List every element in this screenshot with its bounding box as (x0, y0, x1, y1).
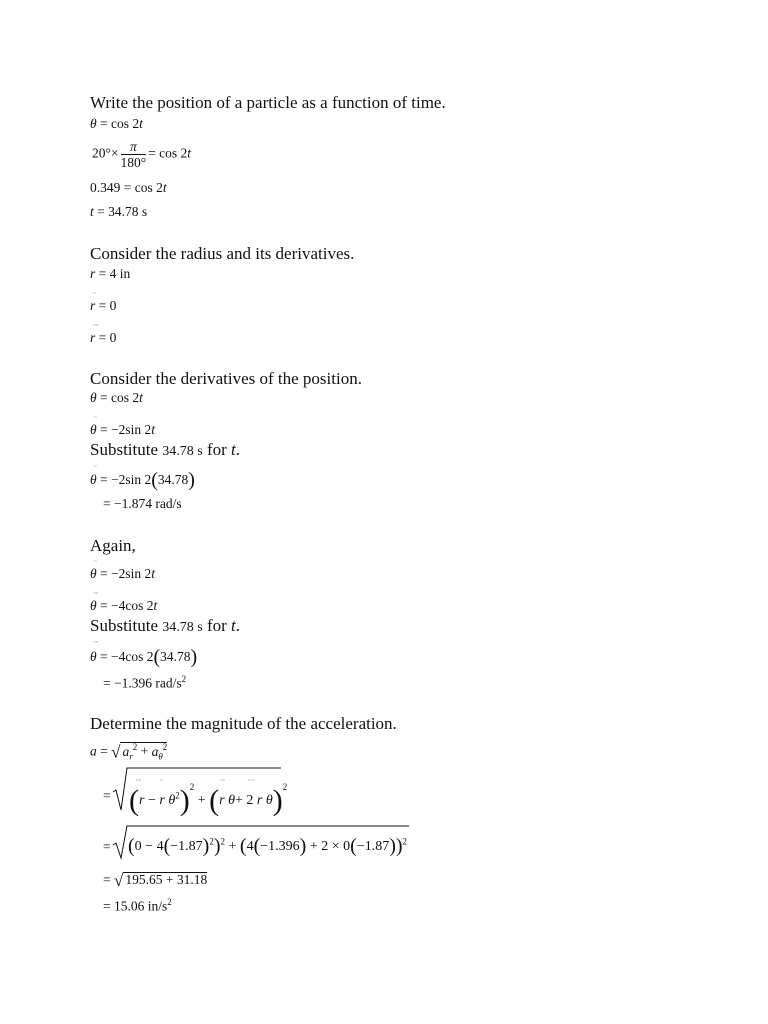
dot-marker: ▫ (94, 462, 97, 470)
eq-theta: θ = cos 2t (90, 116, 143, 131)
eq-degree-conversion: 20°× $\frac{\pi}{180^\circ}$ = cos 2t (92, 139, 192, 170)
eq-theta-ddot: θ = −4cos 2t (90, 598, 158, 613)
heading-magnitude: Determine the magnitude of the acceleration. (90, 714, 397, 733)
double-dot-marker: ▫▫ (93, 321, 98, 329)
heading-radius: Consider the radius and its derivatives. (90, 244, 355, 263)
dot-marker: ▫ (160, 776, 163, 784)
eq-theta-dot-2: θ = −2sin 2t (90, 566, 156, 581)
eq-r: r = 4 in (90, 266, 131, 281)
heading-position: Write the position of a particle as a function of time. (90, 93, 446, 112)
eq-r-ddot: r = 0 (90, 330, 117, 345)
eq-r-dot: r = 0 (90, 298, 117, 313)
double-dot-marker: ▫▫ (93, 638, 98, 646)
eq-magnitude-result: = 15.06 $in/s^2$ (103, 897, 172, 914)
dot-marker: ▫ (93, 289, 96, 297)
double-dot-marker: ▫▫ (136, 776, 141, 784)
eq-magnitude-line-2: = (103, 788, 111, 803)
eq-magnitude-line-3-terms: $(0 - 4(-1.87)^2)^2 + (4(-1.396) + 2 \times 0(-1.87))^2$ (128, 835, 408, 857)
eq-theta-ddot-sub: θ = −4cos 2(34.78) (90, 646, 198, 668)
heading-again: Again, (90, 536, 136, 555)
eq-theta-dot-sub: θ = −2sin 2(34.78) (90, 469, 195, 491)
dot-marker: ▫ (94, 413, 97, 421)
double-dot-marker: ▫▫ (220, 776, 225, 784)
eq-magnitude-line-2-terms: (r − r $\theta^2)^2 + (r$ θ+ 2 r θ)$^2$ (129, 782, 288, 817)
eq-t: t = 34.78 s (90, 204, 148, 219)
dot-marker: ▫ (94, 557, 97, 565)
eq-0349: 0.349 = cos 2t (90, 180, 167, 195)
substitute-line-2: Substitute 34.78 s for t. (90, 616, 241, 635)
dot-marker: ▫ ▫ (248, 776, 255, 784)
substitute-line-1: Substitute 34.78 s for t. (90, 440, 241, 459)
eq-magnitude-line-3: = (103, 839, 111, 854)
double-dot-marker: ▫▫ (93, 589, 98, 597)
eq-theta-dot-value: = −1.874 rad/s (103, 496, 182, 511)
eq-a-definition: a = √ $a_r^2 + a_\theta^2$ (90, 742, 168, 762)
eq-magnitude-line-4: = √ 195.65 + 31.18 (103, 871, 208, 890)
eq-theta-dot: θ = −2sin 2t (90, 422, 156, 437)
heading-derivatives: Consider the derivatives of the position. (90, 369, 362, 388)
eq-theta-ddot-value: = −1.396 rad/$s^2$ (103, 674, 187, 691)
eq-theta-2: θ = cos 2t (90, 390, 143, 405)
